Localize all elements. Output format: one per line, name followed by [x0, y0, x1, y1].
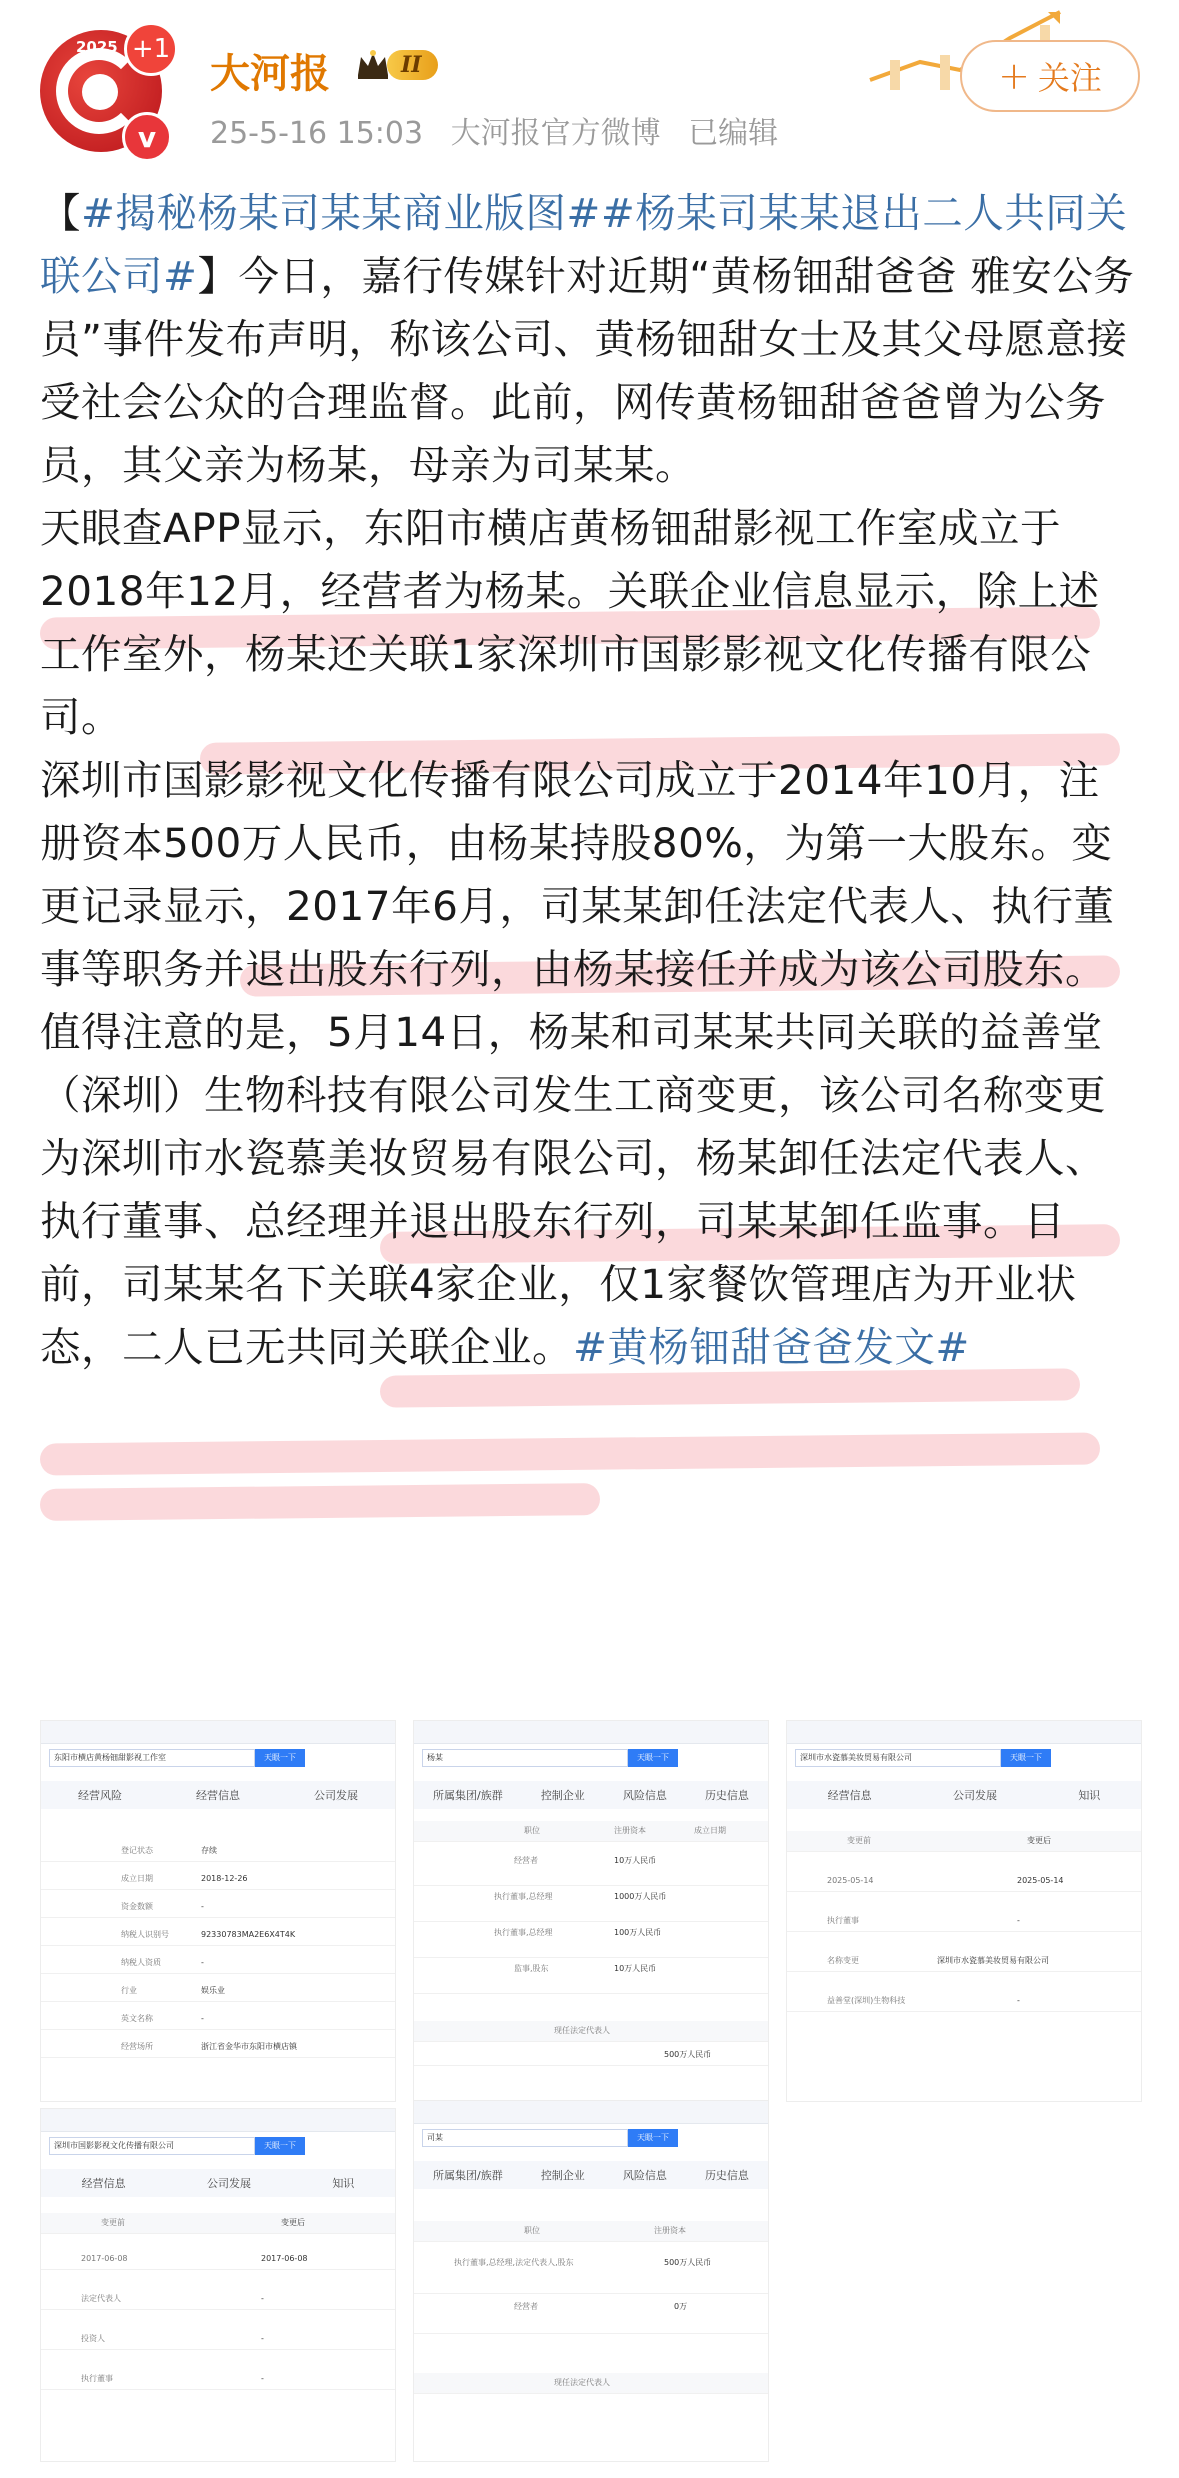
- thumb-header-row: [787, 1831, 1141, 1852]
- thumb-topbar: [414, 1721, 768, 1744]
- thumb-key: 经营者: [514, 2302, 538, 2311]
- thumb-row: [787, 1911, 1141, 1932]
- thumb-value: -: [261, 2374, 264, 2383]
- thumb-search-box: 杨某: [422, 1749, 628, 1767]
- thumb-value: 浙江省金华市东阳市横店镇: [201, 2042, 297, 2051]
- thumb-footer-row: [414, 2373, 768, 2394]
- thumb-tab: 所属集团/族群: [433, 2169, 503, 2182]
- thumb-topbar: [41, 1721, 395, 1744]
- thumb-tabs: [41, 2169, 395, 2197]
- thumb-col-header: 成立日期: [694, 1826, 726, 1835]
- thumb-row: [414, 1923, 768, 1958]
- thumb-value: 100万人民币: [614, 1928, 662, 1937]
- post-edited-flag: 已编辑: [688, 116, 779, 151]
- thumb-value: -: [261, 2334, 264, 2343]
- thumb-tab: 经营信息: [196, 1789, 240, 1802]
- thumb-key: 2025-05-14: [827, 1876, 874, 1885]
- thumb-tab: 风险信息: [622, 1789, 667, 1802]
- plus-icon: +: [998, 54, 1030, 98]
- thumb-key: 行业: [121, 1986, 137, 1995]
- thumb-row: [41, 1897, 395, 1918]
- post-body: [40, 182, 1140, 1379]
- thumb-value: -: [1017, 1996, 1020, 2005]
- image-thumbnail[interactable]: [40, 1720, 396, 2102]
- thumb-col-header: 职位: [524, 1826, 540, 1835]
- thumb-tabs: [414, 2161, 768, 2189]
- image-thumbnail[interactable]: [40, 2108, 396, 2462]
- thumb-tab: 公司发展: [952, 1789, 997, 1802]
- hashtag-link[interactable]: #杨某司某某退出二人共同关联公司#: [40, 189, 1128, 300]
- thumb-tab: 知识: [332, 2177, 355, 2190]
- thumb-value: 变更后: [281, 2218, 305, 2227]
- thumb-key: 资金数额: [121, 1902, 153, 1911]
- thumb-row: [41, 1841, 395, 1862]
- thumb-footer-row: [414, 2021, 768, 2042]
- thumb-row: [787, 1991, 1141, 2012]
- avatar-logo-center: [82, 74, 118, 110]
- thumb-search-button: 天眼一下: [255, 2137, 305, 2155]
- thumb-tab: 所属集团/族群: [433, 1789, 503, 1802]
- thumb-key: 成立日期: [121, 1874, 153, 1883]
- thumb-value: -: [201, 1958, 204, 1967]
- avatar-year-text: 2025: [76, 38, 118, 56]
- follow-button[interactable]: [960, 40, 1140, 112]
- thumb-tabs: [787, 1781, 1141, 1809]
- thumb-row: [41, 1925, 395, 1946]
- thumb-search-button: 天眼一下: [628, 2129, 678, 2147]
- thumb-search-button: 天眼一下: [628, 1749, 678, 1767]
- thumb-topbar: [41, 2109, 395, 2132]
- thumb-value: 92330783MA2E6X4T4K: [201, 1930, 296, 1939]
- hashtag-link[interactable]: #揭秘杨某司某某商业版图#: [81, 189, 601, 237]
- thumb-col-header: 注册资本: [654, 2226, 686, 2235]
- thumb-search-box: 东阳市横店黄杨钿甜影视工作室: [49, 1749, 255, 1767]
- thumb-key: 变更前: [847, 1836, 871, 1845]
- thumb-key: 经营者: [514, 1856, 538, 1865]
- thumb-tab: 公司发展: [314, 1789, 358, 1802]
- username[interactable]: 大河报: [210, 51, 330, 97]
- thumb-key: 英文名称: [121, 2014, 153, 2023]
- thumb-key: 执行董事,总经理,法定代表人,股东: [454, 2258, 574, 2267]
- highlight-stroke: [40, 1432, 1100, 1475]
- thumb-row: [414, 2253, 768, 2294]
- thumb-tab: 经营信息: [81, 2177, 126, 2190]
- thumb-tab: 知识: [1078, 1789, 1101, 1802]
- thumb-header-row: [414, 2221, 768, 2242]
- image-thumbnail[interactable]: [786, 1720, 1142, 2102]
- thumb-key: 经营场所: [121, 2042, 153, 2051]
- thumb-row: [414, 1887, 768, 1922]
- thumb-key: 2017-06-08: [81, 2254, 128, 2263]
- thumb-key: 纳税人识别号: [121, 1930, 169, 1939]
- thumb-value: 存续: [201, 1846, 217, 1855]
- thumb-value: 500万人民币: [664, 2258, 712, 2267]
- highlight-stroke: [40, 1483, 600, 1521]
- thumb-value: 1000万人民币: [614, 1892, 667, 1901]
- post-meta: [210, 108, 796, 152]
- thumb-tabs: [414, 1781, 768, 1809]
- thumb-key: 执行董事,总经理: [494, 1892, 553, 1901]
- thumb-topbar: [787, 1721, 1141, 1744]
- thumb-value: 深圳市水瓷慕美妆贸易有限公司: [937, 1956, 1049, 1965]
- thumb-topbar: [414, 2101, 768, 2124]
- verified-icon: v: [122, 112, 172, 162]
- crown-icon: [355, 49, 391, 81]
- thumb-row: [41, 2289, 395, 2310]
- thumb-key: 执行董事: [81, 2374, 113, 2383]
- thumb-row: [41, 2369, 395, 2390]
- bracket-open: 【: [40, 189, 81, 237]
- thumb-search-button: 天眼一下: [1001, 1749, 1051, 1767]
- thumb-value: 变更后: [1027, 1836, 1051, 1845]
- thumb-header-row: [41, 2213, 395, 2234]
- thumb-value: 2017-06-08: [261, 2254, 308, 2263]
- thumb-footer-label: 现任法定代表人: [554, 2378, 610, 2387]
- image-grid: [40, 1720, 1140, 2460]
- thumb-value: -: [261, 2294, 264, 2303]
- thumb-row: [414, 2297, 768, 2334]
- thumb-row: [41, 1869, 395, 1890]
- hashtag-link[interactable]: #黄杨钿甜爸爸发文#: [573, 1323, 970, 1371]
- thumb-value: 10万人民币: [614, 1964, 657, 1973]
- thumb-tab: 历史信息: [704, 2169, 749, 2182]
- thumb-tab: 公司发展: [206, 2177, 251, 2190]
- thumb-header-row: [414, 1821, 768, 1842]
- thumb-key: 投资人: [81, 2334, 105, 2343]
- thumb-value: 500万人民币: [664, 2050, 712, 2059]
- thumb-tab: 经营信息: [827, 1789, 872, 1802]
- thumb-row: [414, 1959, 768, 1994]
- thumb-tab: 控制企业: [540, 1789, 585, 1802]
- notification-badge: +1: [124, 22, 178, 76]
- follow-label: 关注: [1037, 59, 1102, 97]
- paragraph-intro: [40, 182, 1140, 497]
- image-thumbnail[interactable]: [413, 2100, 769, 2462]
- thumb-row: [787, 1871, 1141, 1892]
- thumb-search-box: 深圳市国影影视文化传播有限公司: [49, 2137, 255, 2155]
- level-badge: [355, 46, 465, 84]
- thumb-row: [41, 1953, 395, 1974]
- paragraph-company: 深圳市国影影视文化传播有限公司成立于2014年10月，注册资本500万人民币，由杨某持股80%，为第一大股东。变更记录显示，2017年6月，司某某卸任法定代表人、执行董事等职务并退出股东行列，由杨某接任并成为该公司股东。: [40, 756, 1115, 993]
- bracket-close: 】: [197, 252, 239, 300]
- thumb-value: -: [1017, 1916, 1020, 1925]
- thumb-value: 10万人民币: [614, 1856, 657, 1865]
- thumb-row: [414, 2045, 768, 2066]
- image-thumbnail[interactable]: [413, 1720, 769, 2102]
- paragraph-intro-text: 今日，嘉行传媒针对近期“黄杨钿甜爸爸 雅安公务员”事件发布声明，称该公司、黄杨钿甜女士及其父母愿意接受社会公众的合理监督。此前，网传黄杨钿甜爸爸曾为公务员，其父亲为杨某，母亲为司某某。: [40, 252, 1135, 489]
- thumb-tabs: [41, 1781, 395, 1809]
- thumb-key: 纳税人资质: [121, 1958, 161, 1967]
- thumb-key: 监事,股东: [514, 1964, 549, 1973]
- thumb-row: [41, 2249, 395, 2270]
- thumb-key: 法定代表人: [81, 2294, 121, 2303]
- thumb-value: -: [201, 1902, 204, 1911]
- thumb-tab: 风险信息: [622, 2169, 667, 2182]
- paragraph-change: [40, 1001, 1140, 1379]
- thumb-value: 娱乐业: [201, 1986, 225, 1995]
- thumb-row: [41, 1981, 395, 2002]
- thumb-row: [787, 1951, 1141, 1972]
- thumb-key: 登记状态: [121, 1846, 153, 1855]
- thumb-tab: 经营风险: [78, 1789, 122, 1802]
- thumb-key: 执行董事: [827, 1916, 859, 1925]
- thumb-search-button: 天眼一下: [255, 1749, 305, 1767]
- thumb-value: 2018-12-26: [201, 1874, 248, 1883]
- post-source: 大河报官方微博: [450, 116, 661, 151]
- thumb-search-box: 深圳市水瓷慕美妆贸易有限公司: [795, 1749, 1001, 1767]
- thumb-key: 名称变更: [827, 1956, 859, 1965]
- thumb-key: 变更前: [101, 2218, 125, 2227]
- thumb-col-header: 注册资本: [614, 1826, 646, 1835]
- thumb-value: 0万: [674, 2302, 688, 2311]
- thumb-search-box: 司某: [422, 2129, 628, 2147]
- thumb-row: [41, 2037, 395, 2058]
- thumb-key: 益善堂(深圳)生物科技: [827, 1996, 906, 2005]
- thumb-value: 2025-05-14: [1017, 1876, 1064, 1885]
- paragraph-change-text: 值得注意的是，5月14日，杨某和司某某共同关联的益善堂（深圳）生物科技有限公司发生工商变更，该公司名称变更为深圳市水瓷慕美妆贸易有限公司，杨某卸任法定代表人、执行董事、总经理并退出股东行列，司某某卸任监事。目前，司某某名下关联4家企业，仅1家餐饮管理店为开业状态，二人已无共同关联企业。: [40, 1008, 1106, 1371]
- thumb-tab: 控制企业: [540, 2169, 585, 2182]
- thumb-row: [414, 1851, 768, 1886]
- level-label: II: [387, 50, 438, 80]
- thumb-value: -: [201, 2014, 204, 2023]
- thumb-footer-label: 现任法定代表人: [554, 2026, 610, 2035]
- post-datetime: 25-5-16 15:03: [210, 116, 424, 151]
- post-header: [0, 0, 1179, 170]
- thumb-tab: 历史信息: [704, 1789, 749, 1802]
- thumb-row: [41, 2329, 395, 2350]
- paragraph-tianyancha: 天眼查APP显示，东阳市横店黄杨钿甜影视工作室成立于2018年12月，经营者为杨某。关联企业信息显示，除上述工作室外，杨某还关联1家深圳市国影影视文化传播有限公司。: [40, 504, 1100, 741]
- thumb-row: [41, 2009, 395, 2030]
- thumb-col-header: 职位: [524, 2226, 540, 2235]
- thumb-key: 执行董事,总经理: [494, 1928, 553, 1937]
